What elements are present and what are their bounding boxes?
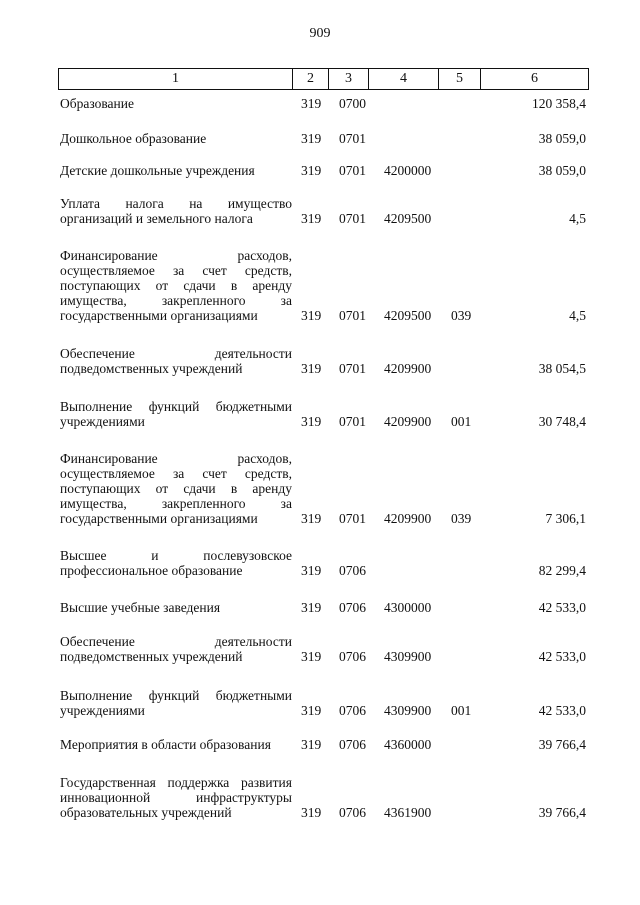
row-col-2: 319 [301,511,322,526]
row-name [58,163,292,178]
table-row [58,346,588,376]
row-col-4: 4209900 [384,511,432,526]
row-col-6: 7 306,1 [545,511,586,526]
row-col-2: 319 [301,805,322,820]
table-row [58,248,588,323]
column-header-4: 4 [369,69,439,90]
row-name-line: профессиональное образование [60,563,243,578]
row-name-line: инновационной инфраструктуры [60,790,292,805]
row-name [58,548,292,578]
row-col-3: 0701 [339,511,366,526]
row-col-3: 0706 [339,703,366,718]
column-header-1: 1 [59,69,293,90]
row-name [58,600,292,615]
row-col-3: 0706 [339,737,366,752]
row-name [58,96,292,111]
row-name-line: государственными организациями [60,308,258,323]
table-row [58,548,588,578]
table-row [58,600,588,615]
row-col-3: 0706 [339,649,366,664]
row-col-6: 42 533,0 [538,649,586,664]
row-col-2: 319 [301,414,322,429]
row-col-4: 4300000 [384,600,432,615]
row-col-2: 319 [301,649,322,664]
row-col-6: 42 533,0 [538,703,586,718]
row-name-line: учреждениями [60,703,145,718]
row-col-3: 0701 [339,131,366,146]
row-name-line: Государственная поддержка развития [60,775,292,790]
row-name-line: Дошкольное образование [60,131,207,146]
row-col-2: 319 [301,703,322,718]
row-name-line: подведомственных учреждений [60,361,243,376]
row-name-line: образовательных учреждений [60,805,232,820]
row-name-line: Выполнение функций бюджетными [60,688,292,703]
row-name-line: Обеспечение деятельности [60,346,292,361]
row-name-line: поступающих от сдачи в аренду [60,278,292,293]
row-col-2: 319 [301,737,322,752]
column-header-3: 3 [329,69,369,90]
row-name-line: имущества, закрепленного за [60,496,292,511]
row-col-6: 82 299,4 [538,563,586,578]
row-col-6: 120 358,4 [532,96,586,111]
row-name [58,451,292,526]
row-name [58,737,292,752]
row-col-5: 039 [451,308,472,323]
row-name-line: осуществляемое за счет средств, [60,263,292,278]
row-col-4: 4360000 [384,737,432,752]
row-col-2: 319 [301,600,322,615]
table-row [58,737,588,752]
row-col-3: 0701 [339,163,366,178]
row-name-line: учреждениями [60,414,145,429]
row-col-3: 0706 [339,600,366,615]
table-row [58,196,588,226]
row-name [58,196,292,226]
row-name-line: Финансирование расходов, [60,451,292,466]
row-col-3: 0701 [339,414,366,429]
row-name [58,634,292,664]
row-col-6: 39 766,4 [538,805,586,820]
row-col-6: 39 766,4 [538,737,586,752]
row-col-5: 001 [451,703,472,718]
row-col-4: 4309900 [384,703,432,718]
table-row [58,775,588,820]
row-col-3: 0706 [339,563,366,578]
row-col-2: 319 [301,308,322,323]
row-col-2: 319 [301,211,322,226]
row-name [58,399,292,429]
row-col-6: 38 054,5 [538,361,586,376]
row-name [58,775,292,820]
row-col-3: 0706 [339,805,366,820]
row-name-line: Обеспечение деятельности [60,634,292,649]
budget-rows [58,96,588,820]
table-row [58,163,588,178]
row-name [58,688,292,718]
row-col-2: 319 [301,163,322,178]
row-col-4: 4209900 [384,361,432,376]
row-col-3: 0700 [339,96,366,111]
row-name-line: Детские дошкольные учреждения [60,163,255,178]
row-name [58,131,292,146]
table-row [58,634,588,664]
row-name-line: Мероприятия в области образования [60,737,271,752]
row-name-line: подведомственных учреждений [60,649,243,664]
row-col-2: 319 [301,361,322,376]
row-col-4: 4200000 [384,163,432,178]
row-col-2: 319 [301,96,322,111]
column-header-5: 5 [439,69,481,90]
table-row [58,688,588,718]
row-col-3: 0701 [339,361,366,376]
row-name-line: Высшие учебные заведения [60,600,221,615]
column-header-6: 6 [481,69,589,90]
row-name-line: Высшее и послевузовское [60,548,292,563]
table-row [58,131,588,146]
row-col-4: 4209500 [384,211,432,226]
row-col-4: 4209900 [384,414,432,429]
row-name-line: Образование [60,96,134,111]
row-col-5: 039 [451,511,472,526]
row-col-6: 4,5 [569,211,586,226]
column-header-row [59,69,589,90]
row-name-line: Уплата налога на имущество [60,196,292,211]
row-col-3: 0701 [339,308,366,323]
row-name-line: государственными организациями [60,511,258,526]
row-name-line: поступающих от сдачи в аренду [60,481,292,496]
row-name [58,248,292,323]
column-header-table [58,68,589,90]
row-col-3: 0701 [339,211,366,226]
column-header-2: 2 [293,69,329,90]
table-row [58,96,588,111]
row-col-6: 30 748,4 [538,414,586,429]
row-name-line: организаций и земельного налога [60,211,253,226]
row-col-4: 4309900 [384,649,432,664]
page-number: 909 [309,26,331,41]
row-col-4: 4209500 [384,308,432,323]
row-col-2: 319 [301,131,322,146]
row-col-6: 38 059,0 [538,131,586,146]
row-name-line: осуществляемое за счет средств, [60,466,292,481]
row-col-4: 4361900 [384,805,432,820]
row-name-line: Выполнение функций бюджетными [60,399,292,414]
table-row [58,399,588,429]
row-col-6: 38 059,0 [538,163,586,178]
row-name-line: имущества, закрепленного за [60,293,292,308]
row-col-6: 4,5 [569,308,586,323]
table-row [58,451,588,526]
row-col-2: 319 [301,563,322,578]
row-col-5: 001 [451,414,472,429]
row-name [58,346,292,376]
row-name-line: Финансирование расходов, [60,248,292,263]
row-col-6: 42 533,0 [538,600,586,615]
